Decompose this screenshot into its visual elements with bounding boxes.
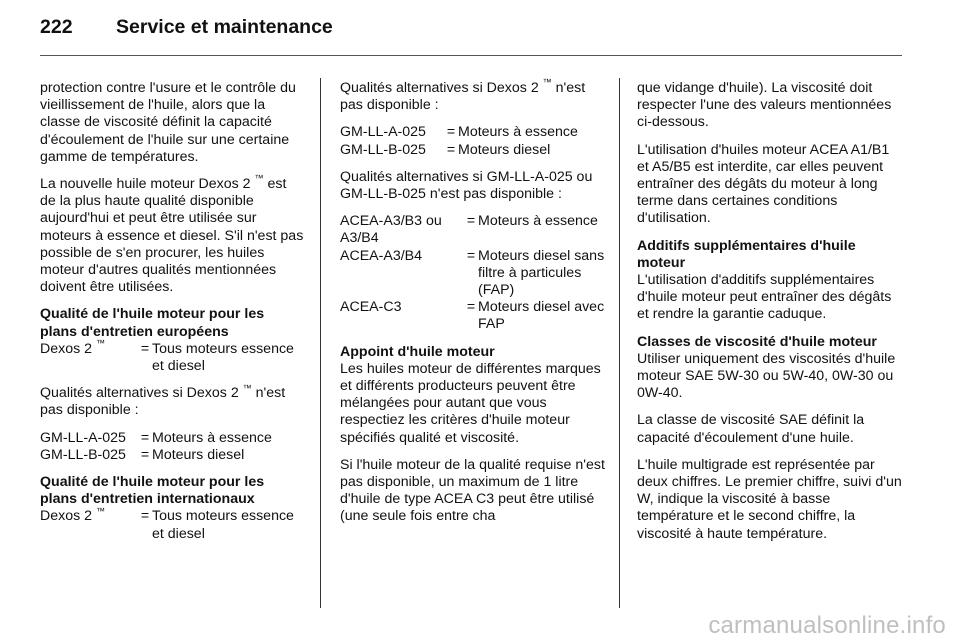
paragraph: Les huiles moteur de différentes marques et différents producteurs peuvent être mélangées pour autant que vous respectiez les critères d'huile moteur spécifiés qualité et viscosité. bbox=[340, 360, 601, 446]
definition-row: GM-LL-A-025 = Moteurs à essence bbox=[40, 429, 272, 446]
watermark: carmanualsonline.info bbox=[708, 612, 946, 639]
paragraph-alternatives: Qualités alternatives si Dexos 2 ™ n'est pas disponible : bbox=[340, 77, 586, 114]
definition-list bbox=[340, 124, 605, 158]
paragraph: L'huile multigrade est représentée par deux chiffres. Le premier chiffre, suivi d'un W, indique la viscosité à basse température et le second chiffre, la viscosité à haute température. bbox=[637, 456, 902, 542]
section-heading-additives: Additifs supplémentaires d'huile moteur bbox=[637, 237, 856, 271]
paragraph: Qualités alternatives si GM-LL-A-025 ou GM-LL-B-025 n'est pas disponible : bbox=[340, 168, 593, 203]
paragraph: La classe de viscosité SAE définit la capacité d'écoulement d'une huile. bbox=[637, 412, 865, 446]
column-1 bbox=[40, 80, 305, 553]
column-divider-right bbox=[619, 78, 620, 608]
paragraph: L'utilisation d'additifs supplémentaires d'huile moteur peut entraîner des dégâts et rendre la garantie caduque. bbox=[637, 272, 892, 323]
definition-row: Dexos 2 ™ = Tous moteurs essence et diesel bbox=[40, 505, 294, 542]
definition-row: ACEA-C3 = Moteurs diesel avec FAP bbox=[340, 299, 605, 333]
definition-list bbox=[40, 338, 305, 375]
page-title: Service et maintenance bbox=[116, 16, 333, 38]
header-rule bbox=[40, 55, 902, 56]
definition-row: GM-LL-B-025 = Moteurs diesel bbox=[340, 141, 551, 158]
column-divider-left bbox=[320, 78, 321, 608]
trademark-symbol: ™ bbox=[542, 77, 552, 88]
definition-value: Tous moteurs essence et diesel bbox=[152, 340, 294, 375]
paragraph-dexos: La nouvelle huile moteur Dexos 2 ™ est de la plus haute qualité disponible aujourd'hui et peut être utilisée sur moteurs à essence et diesel. S'il n'est pas possible de s'en procurer, les huiles moteur d'autres qualités mentionnées doivent être utilisées. bbox=[40, 173, 304, 296]
definition-row: ACEA-A3/B4 = Moteurs diesel sans filtre à particules (FAP) bbox=[340, 247, 605, 299]
trademark-symbol: ™ bbox=[254, 173, 264, 184]
section-heading-european: Qualité de l'huile moteur pour les plans d'entretien européens bbox=[40, 306, 265, 340]
paragraph: protection contre l'usure et le contrôle du vieillissement de l'huile, alors que la classe de viscosité définit la capacité d'écoulement de l'huile sur une certaine gamme de températures. bbox=[40, 80, 296, 165]
definition-row: Dexos 2 ™ = Tous moteurs essence et diesel bbox=[40, 341, 305, 375]
paragraph: que vidange d'huile). La viscosité doit respecter l'une des valeurs mentionnées ci-dessous. bbox=[637, 80, 892, 131]
page-number: 222 bbox=[40, 16, 73, 38]
paragraph-alternatives: Qualités alternatives si Dexos 2 ™ n'est pas disponible : bbox=[40, 382, 286, 419]
definition-row: GM-LL-A-025 = Moteurs à essence bbox=[340, 124, 578, 141]
section-heading-topup: Appoint d'huile moteur bbox=[340, 343, 495, 360]
definition-row: ACEA-A3/B3 ou A3/B4 = Moteurs à essence bbox=[340, 213, 598, 247]
equals-sign: = bbox=[140, 340, 150, 357]
section-heading-viscosity: Classes de viscosité d'huile moteur bbox=[637, 333, 877, 350]
definition-list bbox=[40, 505, 305, 542]
paragraph: Utiliser uniquement des viscosités d'huile moteur SAE 5W-30 ou 5W-40, 0W-30 ou 0W-40. bbox=[637, 350, 896, 402]
paragraph: L'utilisation d'huiles moteur ACEA A1/B1 et A5/B5 est interdite, car elles peuvent entraîner des dégâts du moteur à long terme dans certaines conditions d'utilisation. bbox=[637, 141, 890, 227]
paragraph: Si l'huile moteur de la qualité requise n'est pas disponible, un maximum de 1 litre d'huile de type ACEA C3 peut être utilisé (une seule fois entre cha bbox=[340, 456, 605, 525]
trademark-symbol: ™ bbox=[242, 382, 252, 393]
trademark-symbol: ™ bbox=[96, 338, 105, 349]
column-2 bbox=[340, 77, 605, 536]
column-3 bbox=[637, 80, 902, 553]
definition-list bbox=[40, 430, 305, 464]
section-heading-international: Qualité de l'huile moteur pour les plans d'entretien internationaux bbox=[40, 474, 265, 508]
definition-row: GM-LL-B-025 = Moteurs diesel bbox=[40, 446, 245, 463]
trademark-symbol: ™ bbox=[96, 505, 105, 516]
definition-list bbox=[340, 213, 605, 333]
